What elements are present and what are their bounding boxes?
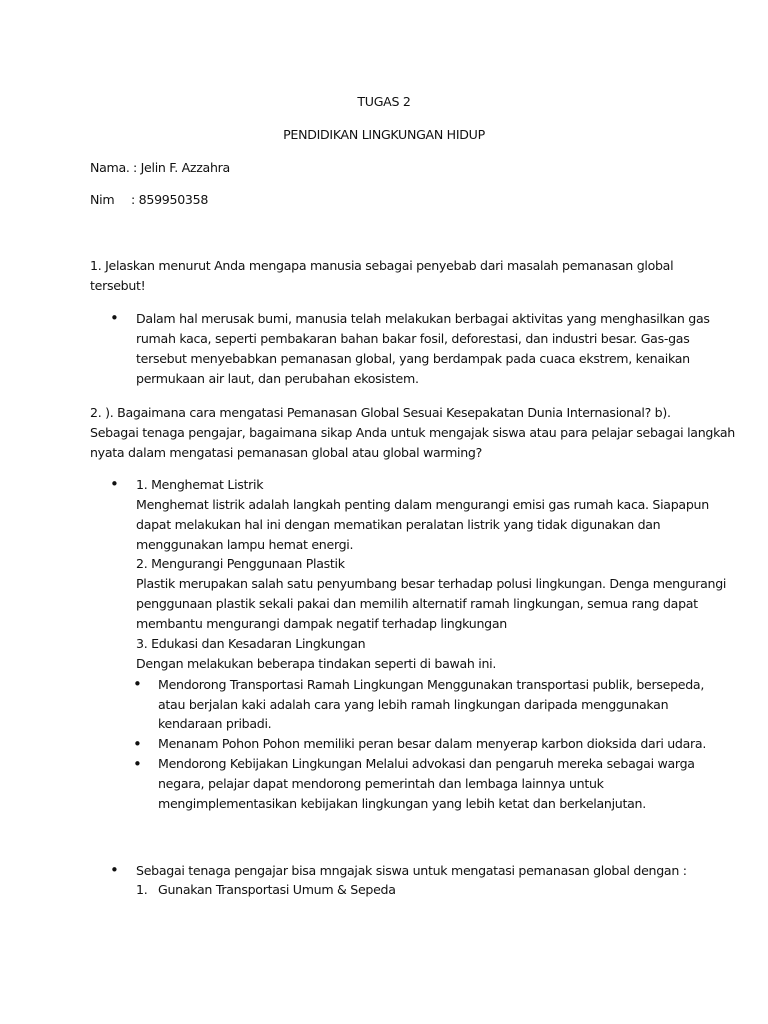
question-2-line: nyata dalam mengatasi pemanasan global atau global warming? [90, 445, 483, 460]
numbered-marker: 1. [136, 882, 148, 897]
question-2-line: 2. ). Bagaimana cara mengatasi Pemanasan Global Sesuai Kesepakatan Dunia Internasional? b). [90, 405, 671, 420]
teacher-bullet-text: Sebagai tenaga pengajar bisa mngajak siswa untuk mengatasi pemanasan global dengan : [136, 863, 687, 878]
numbered-item: Gunakan Transportasi Umum & Sepeda [158, 882, 396, 897]
disc-bullet-icon: • [110, 861, 119, 879]
answer-2-line: Plastik merupakan salah satu penyumbang besar terhadap polusi lingkungan. Denga mengurangi [136, 576, 727, 591]
answer-1-line: rumah kaca, seperti pembakaran bahan bakar fosil, deforestasi, dan industri besar. Gas-gas [136, 331, 690, 346]
sub-bullet-line: kendaraan pribadi. [158, 716, 272, 731]
answer-2-heading: 1. Menghemat Listrik [136, 477, 264, 492]
question-2-line: Sebagai tenaga pengajar, bagaimana sikap Anda untuk mengajak siswa atau para pelajar sebagai langkah [90, 425, 735, 440]
answer-2-line: Menghemat listrik adalah langkah penting dalam mengurangi emisi gas rumah kaca. Siapapun [136, 497, 709, 512]
question-1-line: 1. Jelaskan menurut Anda mengapa manusia sebagai penyebab dari masalah pemanasan global [90, 258, 674, 273]
answer-1-line: permukaan air laut, dan perubahan ekosistem. [136, 371, 419, 386]
answer-2-line: penggunaan plastik sekali pakai dan memilih alternatif ramah lingkungan, semua rang dapat [136, 596, 698, 611]
answer-2-heading: 2. Mengurangi Penggunaan Plastik [136, 556, 345, 571]
sub-bullet-line: negara, pelajar dapat mendorong pemerintah dan lembaga lainnya untuk [158, 776, 604, 791]
answer-2-line: menggunakan lampu hemat energi. [136, 537, 354, 552]
answer-2-line: dapat melakukan hal ini dengan mematikan peralatan listrik yang tidak digunakan dan [136, 517, 661, 532]
sub-bullet-line: Menanam Pohon Pohon memiliki peran besar dalam menyerap karbon dioksida dari udara. [158, 736, 707, 751]
answer-2-heading: 3. Edukasi dan Kesadaran Lingkungan [136, 636, 366, 651]
nim-value: : 859950358 [131, 192, 209, 207]
document-title: TUGAS 2 [357, 94, 411, 109]
sub-bullet-line: Mendorong Kebijakan Lingkungan Melalui advokasi dan pengaruh mereka sebagai warga [158, 756, 695, 771]
disc-bullet-icon: • [133, 755, 142, 773]
disc-bullet-icon: • [133, 675, 142, 693]
disc-bullet-icon: • [110, 309, 119, 327]
sub-bullet-line: atau berjalan kaki adalah cara yang lebih ramah lingkungan daripada menggunakan [158, 697, 669, 712]
question-1-line: tersebut! [90, 278, 146, 293]
disc-bullet-icon: • [133, 735, 142, 753]
answer-2-line: membantu mengurangi dampak negatif terhadap lingkungan [136, 616, 507, 631]
name-value: : Jelin F. Azzahra [133, 160, 230, 175]
sub-bullet-line: mengimplementasikan kebijakan lingkungan yang lebih ketat dan berkelanjutan. [158, 796, 646, 811]
document-subtitle: PENDIDIKAN LINGKUNGAN HIDUP [283, 127, 485, 142]
nim-label: Nim [90, 192, 115, 207]
answer-2-line: Dengan melakukan beberapa tindakan seperti di bawah ini. [136, 656, 497, 671]
sub-bullet-line: Mendorong Transportasi Ramah Lingkungan Menggunakan transportasi publik, bersepeda, [158, 677, 705, 692]
answer-1-line: tersebut menyebabkan pemanasan global, yang berdampak pada cuaca ekstrem, kenaikan [136, 351, 690, 366]
answer-1-line: Dalam hal merusak bumi, manusia telah melakukan berbagai aktivitas yang menghasilkan gas [136, 311, 710, 326]
name-label: Nama. [90, 160, 130, 175]
disc-bullet-icon: • [110, 475, 119, 493]
